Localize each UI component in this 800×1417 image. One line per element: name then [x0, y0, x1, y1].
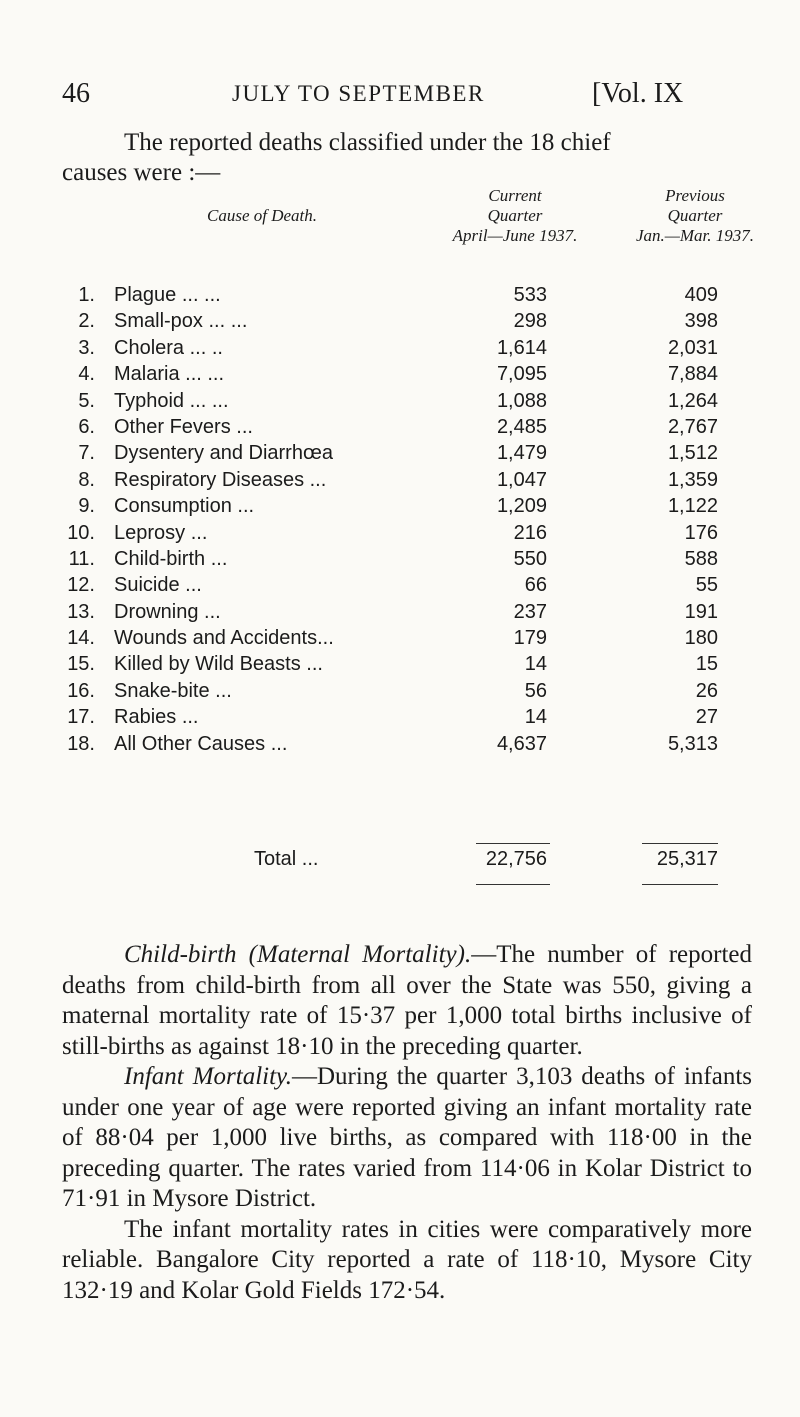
row-number: 16.	[67, 679, 95, 702]
table-row	[0, 653, 800, 679]
heading-maternal-mortality: Child-birth (Maternal Mortality).	[124, 941, 472, 968]
row-previous: 26	[695, 679, 718, 702]
page-number: 46	[62, 78, 90, 109]
row-current: 298	[513, 310, 547, 333]
total-label: Total ...	[254, 848, 319, 870]
row-previous: 588	[684, 547, 718, 570]
table-row	[0, 706, 800, 732]
paragraph-city-rates	[62, 1215, 752, 1307]
row-cause: Plague ... ...	[114, 284, 221, 306]
row-number: 12.	[67, 574, 95, 597]
table-row	[0, 284, 800, 310]
text-maternal-mortality: —The number of reported deaths from child-birth from all over the State was 550, giving a maternal mortality rate of 15·37 per 1,000 total births inclusive of still-births as against 18·10 in the preceding quarter.	[62, 941, 753, 1060]
table-row	[0, 522, 800, 548]
running-head: JULY TO SEPTEMBER	[232, 81, 485, 106]
row-cause: Leprosy ...	[114, 521, 208, 544]
column-header-current-line3: April—June 1937.	[452, 226, 578, 245]
row-previous: 1,122	[667, 495, 718, 518]
column-header-previous-line2: Quarter	[667, 206, 723, 225]
row-cause: Consumption ...	[114, 495, 255, 518]
row-previous: 180	[684, 627, 718, 650]
row-current: 1,088	[496, 389, 547, 412]
row-previous: 176	[684, 521, 718, 544]
text-infant-mortality: —During the quarter 3,103 deaths of infants under one year of age were reported giving an infant mortality rate of 88·04 per 1,000 live births, as compared with 118·00 in the preceding quarter. The rates varied from 114·06 in Kolar District to 71·91 in Mysore District.	[62, 1063, 752, 1212]
heading-infant-mortality: Infant Mortality.	[124, 1063, 292, 1090]
row-number: 3.	[78, 336, 95, 359]
row-cause: Malaria ... ...	[114, 363, 225, 386]
table-row	[0, 627, 800, 653]
row-number: 18.	[67, 732, 95, 755]
table-row	[0, 337, 800, 363]
row-current: 7,095	[496, 363, 547, 386]
row-previous: 2,767	[667, 415, 718, 438]
row-cause: Small-pox ... ...	[114, 310, 248, 333]
row-number: 14.	[67, 627, 95, 650]
row-current: 1,047	[496, 468, 547, 491]
page-header	[0, 78, 800, 118]
row-number: 4.	[78, 363, 95, 386]
body-text	[62, 940, 752, 1306]
row-cause: All Other Causes ...	[114, 732, 288, 755]
text-city-rates: The infant mortality rates in cities were comparatively more reliable. Bangalore City reported a rate of 118·10, Mysore City 132·19 and Kolar Gold Fields 172·54.	[62, 1215, 752, 1304]
table-row	[0, 363, 800, 389]
total-previous: 25,317	[656, 848, 718, 870]
row-number: 15.	[67, 653, 95, 676]
volume-label: [Vol. IX	[592, 78, 684, 109]
row-current: 1,209	[496, 495, 547, 518]
row-number: 13.	[67, 600, 95, 623]
paragraph-maternal-mortality	[62, 940, 752, 1062]
table-row	[0, 469, 800, 495]
column-header-previous	[600, 186, 790, 246]
row-number: 9.	[78, 495, 95, 518]
row-previous: 15	[695, 653, 718, 676]
row-previous: 191	[684, 600, 718, 623]
row-number: 17.	[67, 706, 95, 729]
row-current: 237	[513, 600, 547, 623]
row-current: 1,479	[496, 442, 547, 465]
table-row	[0, 310, 800, 336]
row-previous: 1,512	[667, 442, 718, 465]
total-rule-previous	[642, 884, 718, 885]
row-current: 550	[513, 547, 547, 570]
intro-line-1: The reported deaths classified under the 18 chief	[124, 129, 611, 156]
row-number: 10.	[67, 521, 95, 544]
row-current: 216	[513, 521, 547, 544]
row-current: 2,485	[496, 415, 547, 438]
row-cause: Cholera ... ..	[114, 336, 223, 359]
row-cause: Drowning ...	[114, 600, 221, 623]
row-number: 1.	[78, 284, 95, 306]
row-previous: 7,884	[667, 363, 718, 386]
row-current: 66	[524, 574, 547, 597]
intro-text	[62, 128, 752, 188]
row-cause: Other Fevers ...	[114, 415, 253, 438]
row-current: 1,614	[496, 336, 547, 359]
row-previous: 55	[695, 574, 718, 597]
table-row	[0, 733, 800, 759]
row-cause: Respiratory Diseases ...	[114, 468, 327, 491]
row-previous: 409	[684, 284, 718, 306]
intro-line-2: causes were :—	[62, 159, 221, 186]
row-previous: 2,031	[667, 336, 718, 359]
row-cause: Child-birth ...	[114, 547, 228, 570]
row-number: 6.	[78, 415, 95, 438]
total-row	[0, 848, 800, 876]
total-current: 22,756	[485, 848, 547, 870]
table-row	[0, 416, 800, 442]
row-current: 14	[524, 706, 547, 729]
row-current: 4,637	[496, 732, 547, 755]
row-previous: 1,264	[667, 389, 718, 412]
column-header-previous-line3: Jan.—Mar. 1937.	[635, 226, 755, 245]
column-header-current-line1: Current	[488, 186, 542, 205]
row-number: 8.	[78, 468, 95, 491]
row-current: 14	[524, 653, 547, 676]
row-cause: Dysentery and Diarrhœa	[114, 442, 333, 465]
paragraph-infant-mortality	[62, 1062, 752, 1215]
table-row	[0, 495, 800, 521]
total-rule-current	[476, 884, 550, 885]
row-cause: Killed by Wild Beasts ...	[114, 653, 323, 676]
row-cause: Typhoid ... ...	[114, 389, 229, 412]
row-cause: Snake-bite ...	[114, 679, 232, 702]
row-cause: Rabies ...	[114, 706, 199, 729]
deaths-table	[0, 284, 800, 759]
table-row	[0, 601, 800, 627]
row-current: 179	[513, 627, 547, 650]
row-previous: 27	[695, 706, 718, 729]
row-cause: Suicide ...	[114, 574, 202, 597]
column-header-current-line2: Quarter	[487, 206, 543, 225]
row-current: 56	[524, 679, 547, 702]
column-header-current	[420, 186, 610, 246]
row-number: 2.	[78, 310, 95, 333]
column-header-previous-line1: Previous	[665, 186, 725, 205]
subtotal-rule-previous	[642, 843, 718, 844]
row-previous: 1,359	[667, 468, 718, 491]
subtotal-rule-current	[476, 843, 550, 844]
row-current: 533	[513, 284, 547, 306]
row-cause: Wounds and Accidents...	[114, 627, 334, 650]
table-row	[0, 548, 800, 574]
row-previous: 5,313	[667, 732, 718, 755]
row-number: 7.	[78, 442, 95, 465]
table-row	[0, 390, 800, 416]
table-row	[0, 680, 800, 706]
row-number: 5.	[78, 389, 95, 412]
row-number: 11.	[68, 547, 95, 570]
table-row	[0, 442, 800, 468]
table-row	[0, 574, 800, 600]
row-previous: 398	[684, 310, 718, 333]
column-header-cause: Cause of Death.	[206, 206, 318, 225]
